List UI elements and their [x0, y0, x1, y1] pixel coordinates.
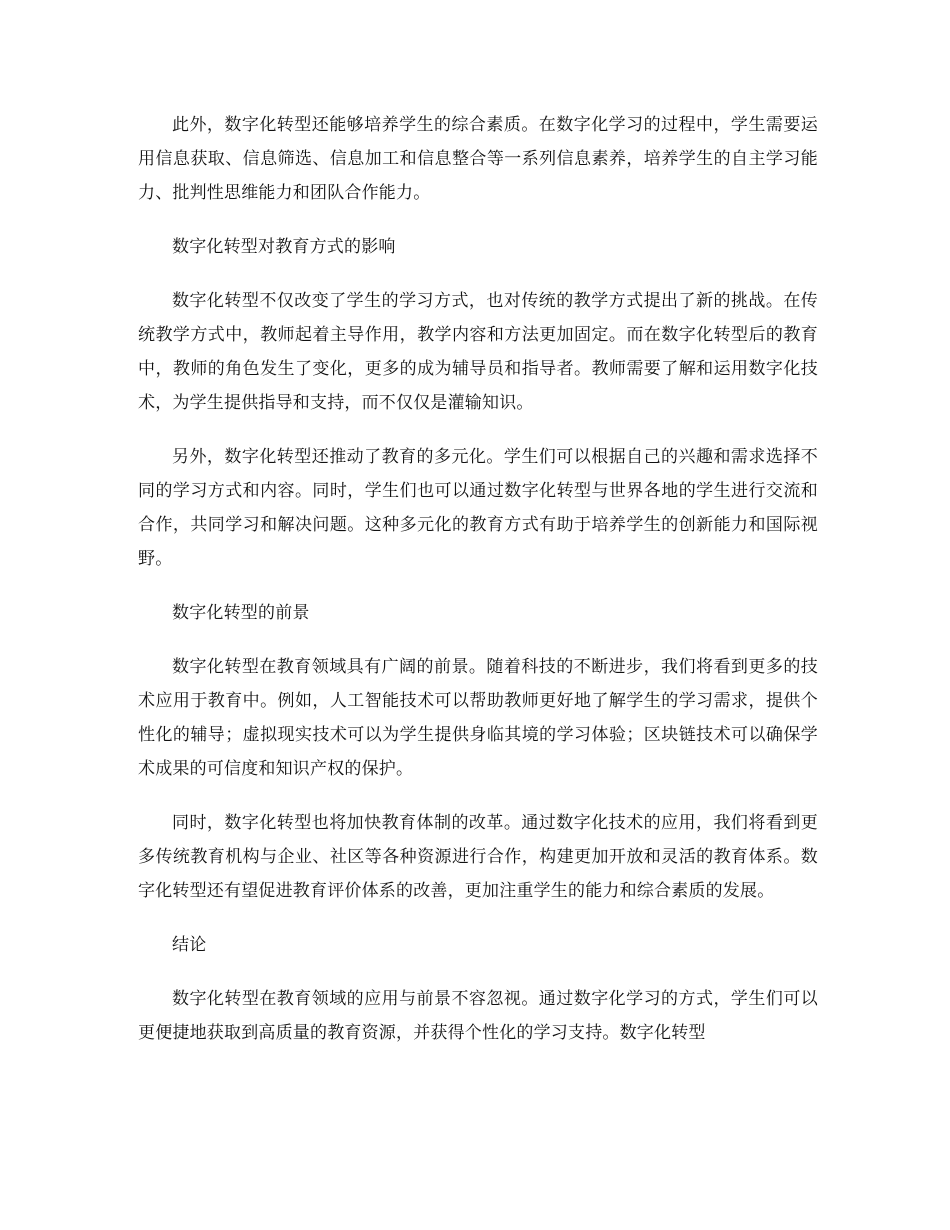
paragraph-conclusion: 数字化转型在教育领域的应用与前景不容忽视。通过数字化学习的方式，学生们可以更便捷地获取到高质量的教育资源，并获得个性化的学习支持。数字化转型: [138, 989, 818, 1043]
paragraph-comprehensive-quality: 此外，数字化转型还能够培养学生的综合素质。在数字化学习的过程中，学生需要运用信息获取、信息筛选、信息加工和信息整合等一系列信息素养，培养学生的自主学习能力、批判性思维能力和团队合作能力。: [138, 115, 818, 203]
section-heading-teaching-methods: 数字化转型对教育方式的影响: [172, 237, 396, 257]
document-body: [138, 108, 818, 1070]
section-heading-prospects: 数字化转型的前景: [172, 603, 310, 623]
section-heading-conclusion: 结论: [172, 935, 207, 955]
paragraph-technology-prospects: 数字化转型在教育领域具有广阔的前景。随着科技的不断进步，我们将看到更多的技术应用于教育中。例如，人工智能技术可以帮助教师更好地了解学生的学习需求，提供个性化的辅导；虚拟现实技术可以为学生提供身临其境的学习体验；区块链技术可以确保学术成果的可信度和知识产权的保护。: [138, 657, 818, 779]
paragraph-diversification: 另外，数字化转型还推动了教育的多元化。学生们可以根据自己的兴趣和需求选择不同的学习方式和内容。同时，学生们也可以通过数字化转型与世界各地的学生进行交流和合作，共同学习和解决问题。这种多元化的教育方式有助于培养学生的创新能力和国际视野。: [138, 447, 818, 569]
paragraph-teacher-role: 数字化转型不仅改变了学生的学习方式，也对传统的教学方式提出了新的挑战。在传统教学方式中，教师起着主导作用，教学内容和方法更加固定。而在数字化转型后的教育中，教师的角色发生了变化，更多的成为辅导员和指导者。教师需要了解和运用数字化技术，为学生提供指导和支持，而不仅仅是灌输知识。: [138, 291, 818, 413]
paragraph-system-reform: 同时，数字化转型也将加快教育体制的改革。通过数字化技术的应用，我们将看到更多传统教育机构与企业、社区等各种资源进行合作，构建更加开放和灵活的教育体系。数字化转型还有望促进教育评价体系的改善，更加注重学生的能力和综合素质的发展。: [138, 813, 818, 901]
